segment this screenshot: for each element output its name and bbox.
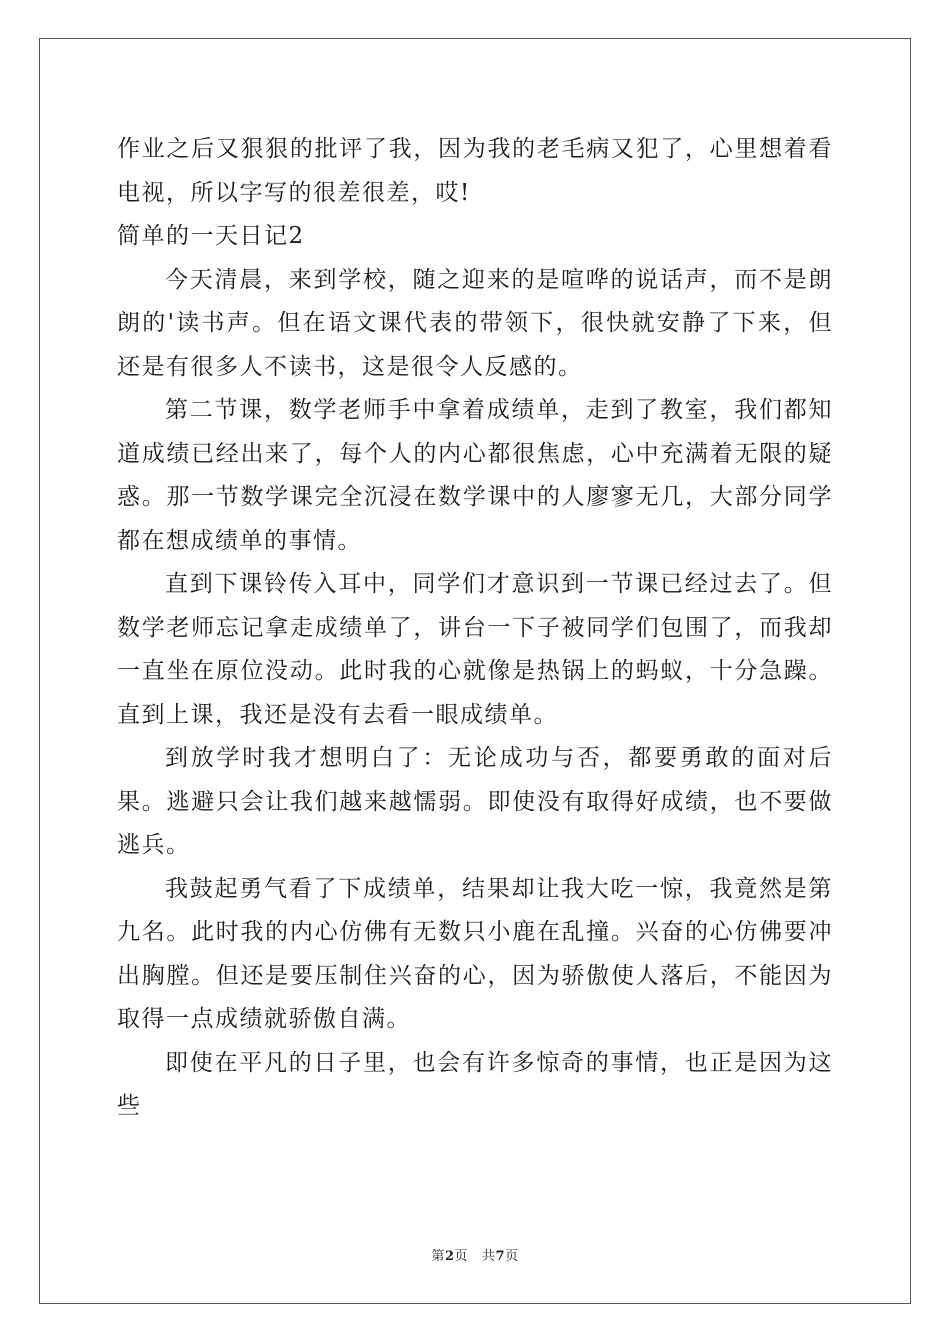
paragraph: 我鼓起勇气看了下成绩单，结果却让我大吃一惊，我竟然是第九名。此时我的内心仿佛有无数只小鹿在乱撞。兴奋的心仿佛要冲出胸膛。但还是要压制住兴奋的心，因为骄傲使人落后，不能因为取得一点成绩就骄傲自满。: [117, 875, 833, 1032]
paragraph: 即使在平凡的日子里，也会有许多惊奇的事情，也正是因为这些: [117, 1049, 833, 1119]
paragraph: 到放学时我才想明白了：无论成功与否，都要勇敢的面对后果。逃避只会让我们越来越懦弱。即使没有取得好成绩，也不要做逃兵。: [117, 745, 833, 858]
paragraph: 第二节课，数学老师手中拿着成绩单，走到了教室，我们都知道成绩已经出来了，每个人的内心都很焦虑，心中充满着无限的疑惑。那一节数学课完全沉浸在数学课中的人廖寥无几，大部分同学都在想成绩单的事情。: [117, 397, 833, 554]
paragraph: 今天清晨，来到学校，随之迎来的是喧哗的说话声，而不是朗朗的'读书声。但在语文课代表的带领下，很快就安静了下来，但还是有很多人不读书，这是很令人反感的。: [117, 266, 833, 380]
page-footer: [0, 1245, 950, 1264]
page-prefix: 第: [431, 1249, 445, 1264]
paragraph-continuation: 作业之后又狠狠的批评了我，因为我的老毛病又犯了，心里想着看电视，所以字写的很差很差，哎!: [117, 136, 833, 206]
page-number: 2: [444, 1249, 455, 1264]
page-suffix: 页: [454, 1249, 468, 1264]
section-heading: 简单的一天日记2: [117, 223, 305, 249]
total-prefix: 共: [482, 1249, 496, 1264]
document-body: [117, 128, 833, 1129]
paragraph: 直到下课铃传入耳中，同学们才意识到一节课已经过去了。但数学老师忘记拿走成绩单了，讲台一下子被同学们包围了，而我却一直坐在原位没动。此时我的心就像是热锅上的蚂蚁，十分急躁。直到上课，我还是没有去看一眼成绩单。: [117, 571, 833, 728]
total-pages: 7: [495, 1249, 506, 1264]
total-suffix: 页: [505, 1249, 519, 1264]
